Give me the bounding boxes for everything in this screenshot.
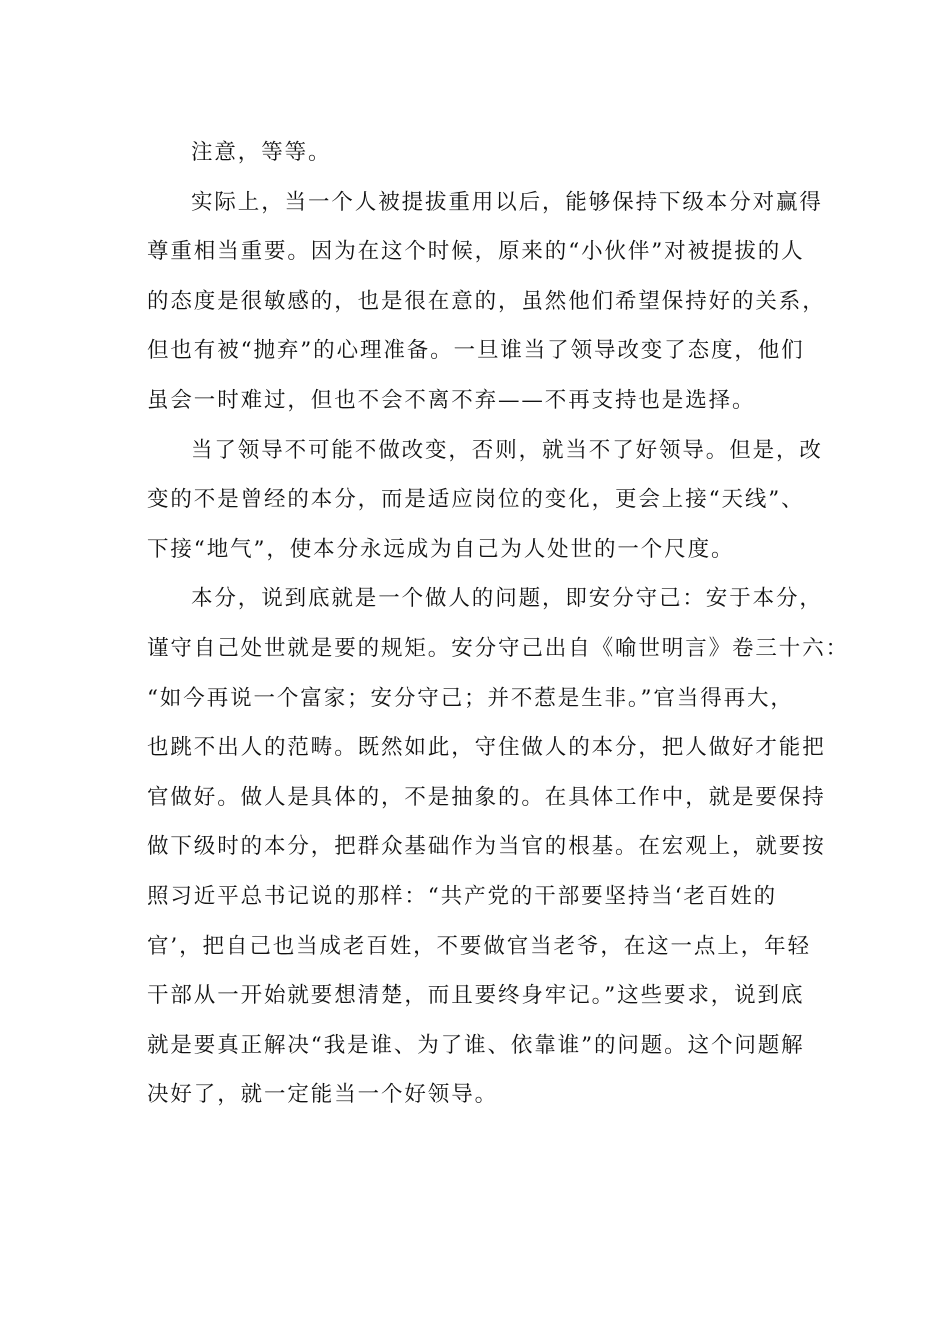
text-line: 干部从一开始就要想清楚，而且要终身牢记。”这些要求，说到底 <box>147 983 805 1009</box>
text-line: 注意，等等。 <box>191 140 332 165</box>
text-line: 但也有被“抛弃”的心理准备。一旦谁当了领导改变了态度，他们 <box>147 338 805 364</box>
text-line: 当了领导不可能不做改变，否则，就当不了好领导。但是，改 <box>191 437 823 463</box>
text-line: 官做好。做人是具体的，不是抽象的。在具体工作中，就是要保持 <box>147 784 826 810</box>
text-line: 官’，把自己也当成老百姓，不要做官当老爷，在这一点上，年轻 <box>147 933 811 959</box>
text-line: 本分，说到底就是一个做人的问题，即安分守己：安于本分， <box>191 586 823 612</box>
text-line: 实际上，当一个人被提拔重用以后，能够保持下级本分对赢得 <box>191 189 823 215</box>
text-line: 下接“地气”，使本分永远成为自己为人处世的一个尺度。 <box>147 536 735 562</box>
text-line: 也跳不出人的范畴。既然如此，守住做人的本分，把人做好才能把 <box>147 735 826 761</box>
text-line: “如今再说一个富家；安分守己；并不惹是生非。”官当得再大， <box>147 685 794 711</box>
text-line: 做下级时的本分，把群众基础作为当官的根基。在宏观上，就要按 <box>147 834 826 860</box>
text-line: 变的不是曾经的本分，而是适应岗位的变化，更会上接“天线”、 <box>147 487 805 513</box>
text-line: 照习近平总书记说的那样：“共产党的干部要坚持当‘老百姓的 <box>147 883 778 909</box>
text-line: 的态度是很敏感的，也是很在意的，虽然他们希望保持好的关系， <box>147 288 826 314</box>
text-line: 谨守自己处世就是要的规矩。安分守己出自《喻世明言》卷三十六： <box>147 635 850 661</box>
document-body <box>147 128 850 1120</box>
text-line: 尊重相当重要。因为在这个时候，原来的“小伙伴”对被提拔的人 <box>147 239 805 265</box>
text-line: 就是要真正解决“我是谁、为了谁、依靠谁”的问题。这个问题解 <box>147 1032 805 1058</box>
text-line: 虽会一时难过，但也不会不离不弃——不再支持也是选择。 <box>147 387 756 413</box>
text-line: 决好了，就一定能当一个好领导。 <box>147 1082 499 1108</box>
